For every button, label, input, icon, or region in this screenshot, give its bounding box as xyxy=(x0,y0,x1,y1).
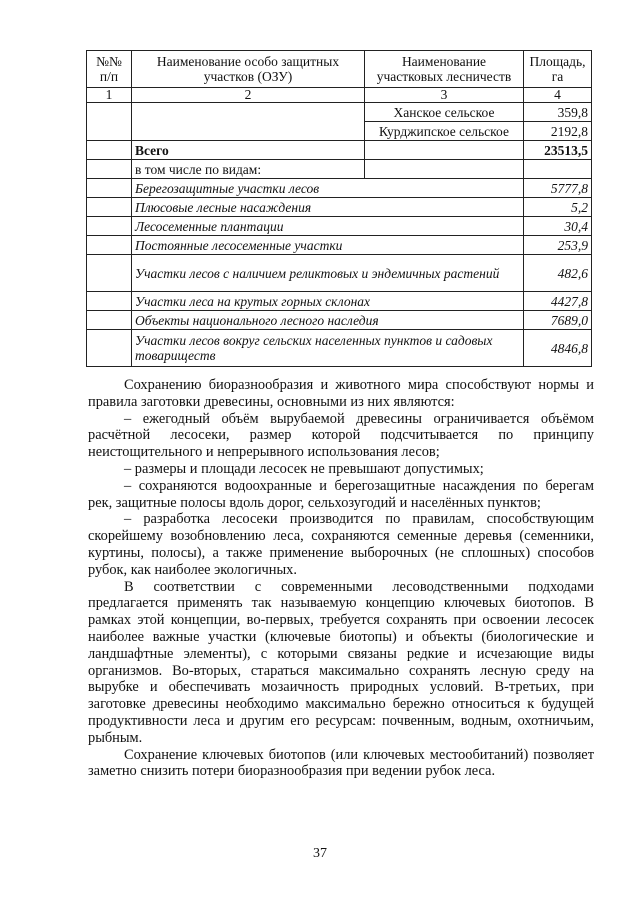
table-row xyxy=(87,255,592,292)
type-area: 30,4 xyxy=(524,217,592,236)
empty-cell xyxy=(524,160,592,179)
type-area: 482,6 xyxy=(524,255,592,292)
header-area: Площадь, га xyxy=(524,51,592,88)
paragraph: – разработка лесосеки производится по правилам, способствующим скорейшему возобновлению леса, сохраняются семенные деревья (семенники, куртины, полосы), а также применение выборочных (не сплошных) способов рубок, как наиболее экологичных. xyxy=(88,511,594,578)
column-number: 4 xyxy=(524,88,592,103)
table-row xyxy=(87,217,592,236)
empty-cell xyxy=(87,255,132,292)
type-name: Участки леса на крутых горных склонах xyxy=(132,292,524,311)
empty-cell xyxy=(87,141,132,160)
paragraph: – сохраняются водоохранные и берегозащитные насаждения по берегам рек, защитные полосы вдоль дорог, сельхозугодий и населённых пунктов; xyxy=(88,477,594,511)
table-row xyxy=(87,311,592,330)
type-area: 253,9 xyxy=(524,236,592,255)
empty-cell xyxy=(365,160,524,179)
type-name: Участки лесов с наличием реликтовых и эндемичных растений xyxy=(132,255,524,292)
column-number: 3 xyxy=(365,88,524,103)
type-name: Участки лесов вокруг сельских населенных пунктов и садовых товариществ xyxy=(132,330,524,367)
table-row xyxy=(87,179,592,198)
empty-cell xyxy=(87,198,132,217)
type-area: 7689,0 xyxy=(524,311,592,330)
column-number: 2 xyxy=(132,88,365,103)
empty-cell xyxy=(87,292,132,311)
type-name: Объекты национального лесного наследия xyxy=(132,311,524,330)
type-area: 4427,8 xyxy=(524,292,592,311)
empty-cell xyxy=(87,217,132,236)
district-area: 2192,8 xyxy=(524,122,592,141)
ozu-table xyxy=(86,50,592,367)
total-label: Всего xyxy=(132,141,365,160)
empty-cell xyxy=(87,160,132,179)
header-district-name: Наименование участковых лесничеств xyxy=(365,51,524,88)
empty-cell xyxy=(87,103,132,141)
paragraph: В соответствии с современными лесоводственными подходами предлагается применять так называемую концепцию ключевых биотопов. В рамках этой концепции, во-первых, требуется сохранять при освоении лесосек наиболее важные участки (ключевые биотопы) и объекты (биологические и ландшафтные элементы), с которыми связаны редкие и исчезающие виды организмов. Во-вторых, стараться максимально сохранять лесную среду на вырубке и обеспечивать мозаичность природных условий. В-третьих, при заготовке древесины необходимо максимально бережно относиться к будущей продуктивности леса и другим его ресурсам: почвенным, водным, охотничьим, рыбным. xyxy=(88,578,594,746)
column-number: 1 xyxy=(87,88,132,103)
district-name: Ханское сельское xyxy=(365,103,524,122)
empty-cell xyxy=(87,236,132,255)
table-header-row xyxy=(87,51,592,88)
table-row-total xyxy=(87,141,592,160)
type-area: 5,2 xyxy=(524,198,592,217)
district-area: 359,8 xyxy=(524,103,592,122)
type-area: 5777,8 xyxy=(524,179,592,198)
table-column-numbers-row xyxy=(87,88,592,103)
type-name: Лесосеменные плантации xyxy=(132,217,524,236)
body-text xyxy=(88,377,594,780)
table-row xyxy=(87,103,592,122)
empty-cell xyxy=(87,330,132,367)
type-name: Плюсовые лесные насаждения xyxy=(132,198,524,217)
table-row xyxy=(87,292,592,311)
empty-cell xyxy=(87,311,132,330)
header-ozu-name: Наименование особо защитных участков (ОЗУ) xyxy=(132,51,365,88)
empty-cell xyxy=(87,179,132,198)
empty-cell xyxy=(132,103,365,141)
paragraph: – размеры и площади лесосек не превышают допустимых; xyxy=(124,460,484,477)
type-name: Берегозащитные участки лесов xyxy=(132,179,524,198)
page-number: 37 xyxy=(313,846,327,861)
district-name: Курджипское сельское xyxy=(365,122,524,141)
paragraph: – ежегодный объём вырубаемой древесины ограничивается объёмом расчётной лесосеки, размер которой подсчитывается по принципу неистощительного и непрерывного использования лесов; xyxy=(88,410,594,461)
type-name: Постоянные лесосеменные участки xyxy=(132,236,524,255)
table-row xyxy=(87,330,592,367)
table-row-by-type xyxy=(87,160,592,179)
paragraph: Сохранение ключевых биотопов (или ключевых местообитаний) позволяет заметно снизить потери биоразнообразия при ведении рубок леса. xyxy=(88,746,594,780)
table-row xyxy=(87,198,592,217)
table-row xyxy=(87,236,592,255)
by-type-label: в том числе по видам: xyxy=(132,160,365,179)
type-area: 4846,8 xyxy=(524,330,592,367)
paragraph: Сохранению биоразнообразия и животного мира способствуют нормы и правила заготовки древесины, основными из них являются: xyxy=(88,377,594,410)
total-area: 23513,5 xyxy=(524,141,592,160)
empty-cell xyxy=(365,141,524,160)
header-number: №№ п/п xyxy=(87,51,132,88)
